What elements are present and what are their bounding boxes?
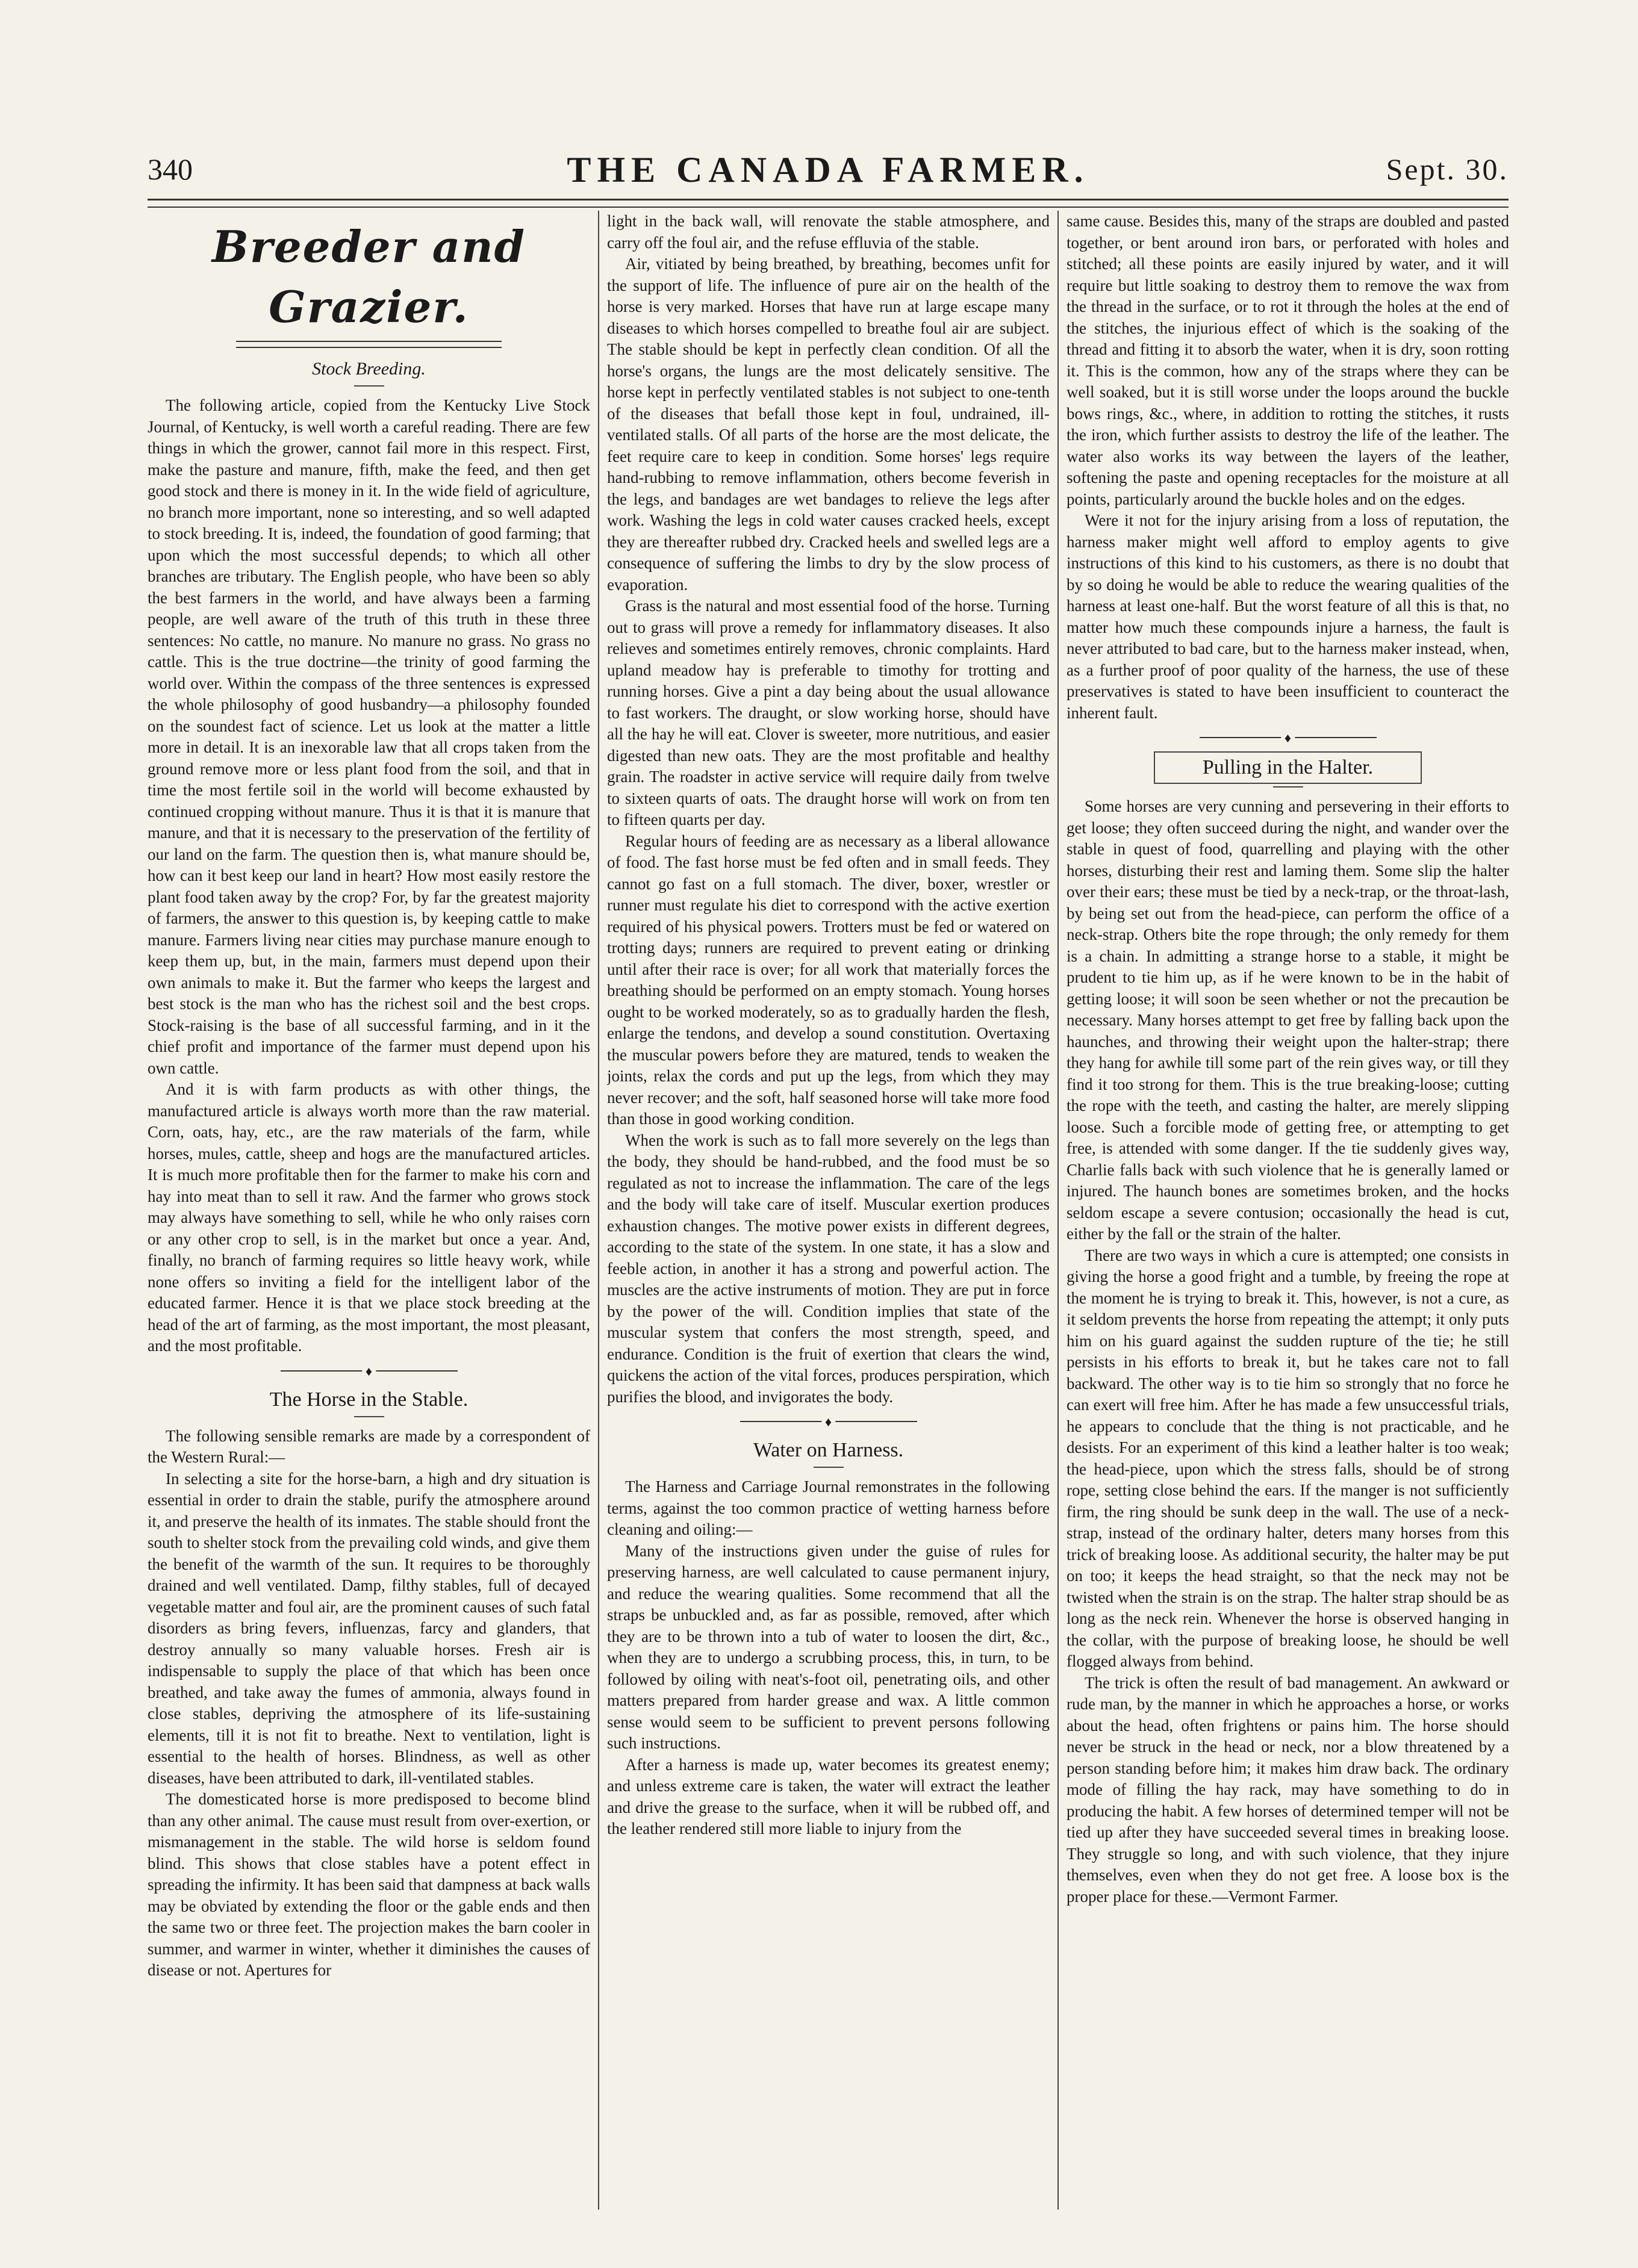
paragraph: After a harness is made up, water becomes its greatest enemy; and unless extreme care is taken, the water will extract the leather and drive the grease to the surface, when it will be rubbed off, and the leather rendered still more liable to injury from the — [607, 1755, 1050, 1838]
paragraph: same cause. Besides this, many of the straps are doubled and pasted together, or bent around iron bars, or perforated with holes and stitched; all these points are easily injured by water, and it will require but little soaking to destroy them to remove the wax from the thread in the surface, or to rot it through the holes at the end of the stitches, the injurious effect of which is the soaking of the thread and fitting it to absorb the water, when it is dry, soon rotting it. This is the common, how any of the straps where they can be well soaked, but it is still worse under the loops around the buckle bows rings, &c., where, in addition to rotting the stitches, it rusts the iron, which further assists to destroy the life of the leather. The water also works its way between the layers of the leather, softening the paste and opening receptacles for the moisture at all points, particularly around the buckle holes and on the edges. — [1067, 212, 1509, 508]
paragraph: light in the back wall, will renovate the stable atmosphere, and carry off the foul air, and the refuse effluvia of the stable. — [607, 212, 1050, 252]
paragraph: And it is with farm products as with other things, the manufactured article is always worth more than the raw material. Corn, oats, hay, etc., are the raw materials of the farm, while horses, mules, cattle, sheep and hogs are the manufactured articles. It is much more profitable then for the farmer to make his corn and hay into meat than to sell it raw. And the farmer who grows stock may always have something to sell, while he who only raises corn or any other crop to sell, is in the market but once a year. And, finally, no branch of farming requires so little heavy work, while none offers so inviting a field for the intelligent labor of the educated farmer. Hence it is that we place stock breeding at the head of the art of farming, as the most important, the most pleasant, and the most profitable. — [148, 1080, 590, 1355]
column-1 — [148, 211, 590, 2210]
paragraph: The domesticated horse is more predisposed to become blind than any other animal. The cause must result from over-exertion, or mismanagement in the stable. The wild horse is seldom found blind. This shows that close stables have a potent effect in spreading the infirmity. It has been said that dampness at back walls may be obviated by extending the floor or the gable ends and then the same two or three feet. The projection makes the barn cooler in summer, and warmer in winter, whether it diminishes the causes of disease or not. Apertures for — [148, 1790, 590, 1979]
column-rule — [598, 211, 599, 2210]
page-number: 340 — [148, 152, 193, 186]
paragraph: There are two ways in which a cure is attempted; one consists in giving the horse a good fright and a tumble, by freeing the rope at the moment he is trying to break it. This, however, is not a cure, as it seldom prevents the horse from repeating the attempt; it only puts him on his guard against the sudden rupture of the tie; he still persists in his efforts to break it, but he takes care not to fall backward. The other way is to tie him so strongly that no force he can exert will free him. After he has made a few unsuccessful trials, he appears to conclude that the thing is not practicable, and he desists. For an experiment of this kind a leather halter is too weak; the head-piece, upon which the stress falls, should be of strong rope, setting close behind the ears. If the manger is not sufficiently firm, the ring should be sunk deep in the wall. The use of a neck-strap, instead of the ordinary halter, deters many horses from this trick of breaking loose. As additional security, the halter may be put on too; it keeps the head straight, so that the neck may not be twisted when the strain is on the strap. The halter strap should be as long as the neck rein. Whenever the horse is observed hanging in the collar, with the purpose of breaking loose, he should be well flogged always from behind. — [1067, 1246, 1509, 1670]
paragraph: Some horses are very cunning and persevering in their efforts to get loose; they often succeed during the night, and wander over the stable in quest of food, quarrelling and playing with the other horses, disturbing their rest and laming them. Some slip the halter over their ears; these must be tied by a neck-trap, or the throat-lash, by being set out from the head-piece, can perform the office of a neck-strap. Others bite the rope through; the only remedy for them is a chain. In admitting a strange horse to a stable, it might be prudent to tie him up, as if he were known to be in the habit of getting loose; it will soon be seen whether or not the precaution be necessary. Many horses attempt to get free by falling back upon the haunches, and throwing their weight upon the halter-strap; there they hang for awhile till some part of the rein gives way, or till they find it too strong for them. This is the true breaking-loose; cutting the rope with the teeth, and casting the halter, are merely slipping loose. Such a forcible mode of getting free, or attempting to get free, is attended with some danger. If the tie suddenly gives way, Charlie falls back with such violence that he is generally lamed or injured. The haunch bones are sometimes broken, and the hocks seldom escape a severe contusion; occasionally the head is cut, either by the fall or the strain of the halter. — [1067, 797, 1509, 1243]
article-title-horse-stable: The Horse in the Stable. — [269, 1388, 469, 1411]
masthead-rule — [148, 199, 1509, 208]
divider — [354, 385, 384, 387]
column-rule — [1057, 211, 1059, 2210]
column-3 — [1067, 211, 1509, 2210]
article-separator — [1200, 737, 1377, 738]
divider — [814, 1467, 844, 1468]
page-columns — [148, 211, 1509, 2210]
paragraph: The trick is often the result of bad management. An awkward or rude man, by the manner in which he approaches a horse, or works about the head, often frightens or pains him. The horse should never be struck in the head or neck, nor a blow threatened by a person standing before him; it makes him draw back. The ordinary mode of filling the hay rack, may have something to do in producing the habit. A few horses of determined temper will not be tied up after they have succeeded several times in breaking loose. They struggle so long, and with such violence, that they injure themselves, even when they do not get free. A loose box is the proper place for these.—Vermont Farmer. — [1067, 1673, 1509, 1906]
ornamental-rule — [236, 341, 502, 348]
divider — [354, 1416, 384, 1417]
paragraph: Were it not for the injury arising from a loss of reputation, the harness maker might well afford to employ agents to give instructions of this kind to his customers, as there is no doubt that by so doing he would be able to reduce the wearing qualities of the harness at least one-half. But the worst feature of all this is that, no matter how much these compounds injure a harness, the fault is never attributed to bad care, but to the harness maker instead, when, as a further proof of poor quality of the harness, the use of these preservatives is stated to have been insufficient to counteract the inherent fault. — [1067, 511, 1509, 722]
paragraph: Regular hours of feeding are as necessary as a liberal allowance of food. The fast horse must be fed often and in small feeds. They cannot go fast on a full stomach. The diver, boxer, wrestler or runner must regulate his diet to correspond with the active exertion required of his physical powers. Trotters must be fed or watered on trotting days; runners are required to prevent eating or drinking until after their race is over; for all work that materially forces the breathing should be performed on an empty stomach. Young horses ought to be worked moderately, so as to gradually harden the flesh, enlarge the tendons, and develop a sound constitution. Overtaxing the muscular powers before they are matured, tends to weaken the joints, relax the cords and put up the legs, from which they may never recover; and the soft, half seasoned horse will take more food than those in good working condition. — [607, 831, 1050, 1128]
paragraph: Many of the instructions given under the guise of rules for preserving harness, are well calculated to cause permanent injury, and reduce the wearing qualities. Some recommend that all the straps be unbuckled and, as far as possible, removed, after which they are to be thrown into a tub of water to loosen the dirt, &c., when they are to undergo a scrubbing process, this, in turn, to be followed by oiling with neat's-foot oil, penetrating oils, and other matters prepared from harder grease and wax. A little common sense would seem to be sufficient to prevent persons following such instructions. — [607, 1541, 1050, 1752]
article-title-halter: Pulling in the Halter. — [1154, 751, 1422, 784]
column-2 — [607, 211, 1050, 2210]
paragraph: The following article, copied from the Kentucky Live Stock Journal, of Kentucky, is well worth a careful reading. There are few things in which the grower, cannot fail more in this respect. First, make the pasture and manure, fifth, make the feed, and then get good stock and there is money in it. In the wide field of agriculture, no branch more important, none so interesting, and so well adapted to stock breeding. It is, indeed, the foundation of good farming; that upon which the most successful depends; to which all other branches are tributary. The English people, who have been so ably the best farmers in the world, and have always been a farming people, are well aware of the truth of this truth in these three sentences: No cattle, no manure. No manure no grass. No grass no cattle. This is the true doctrine—the trinity of good farming the world over. Within the compass of the three sentences is expressed the whole philosophy of good husbandry—a philosophy founded on the soundest fact of science. Let us look at the matter a little more in detail. It is an inexorable law that all crops taken from the ground remove more or less plant food from the soil, and that in time the most fertile soil in the world will become exhausted by continued cropping without manure. Thus it is that it is manure that manure, and that it is necessary to the preservation of the fertility of our land on the farm. The question then is, what manure should be, how can it best keep our land in heart? How most easily restore the plant food taken away by the crop? For, by far the greatest majority of farmers, the answer to this question is, by keeping cattle to make manure. Farmers living near cities may purchase manure enough to keep them up, but, in the main, farmers must depend upon their own animals to make it. But the farmer who keeps the largest and best stock is the man who has the richest soil and the best crops. Stock-raising is the base of all successful farming, and in it the chief profit and importance of the farmer must depend upon his own cattle. — [148, 396, 590, 1077]
newspaper-title: THE CANADA FARMER. — [567, 150, 1089, 190]
masthead — [148, 144, 1509, 193]
issue-date: Sept. 30. — [1386, 152, 1509, 186]
article-title-water-harness: Water on Harness. — [753, 1439, 904, 1461]
article-title-stock-breeding: Stock Breeding. — [312, 359, 426, 379]
paragraph: Grass is the natural and most essential food of the horse. Turning out to grass will prove a remedy for inflammatory diseases. It also relieves and sometimes entirely removes, chronic complaints. Hard upland meadow hay is preferable to timothy for trotting and running horses. Give a pint a day being about the usual allowance to fast workers. The draught, or slow working horse, should have all the hay he will eat. Clover is sweeter, more nutritious, and easier digested than new oats. They are the most profitable and healthy grain. The roadster in active service will require daily from twelve to sixteen quarts of oats. The draught horse will work on from ten to fifteen quarts per day. — [607, 597, 1050, 828]
divider — [1273, 786, 1303, 788]
department-heading: Breeder and Grazier. — [212, 221, 526, 332]
article-separator — [740, 1421, 917, 1422]
paragraph: Air, vitiated by being breathed, by breathing, becomes unfit for the support of life. The influence of pure air on the health of the horse is very marked. Horses that have run at large escape many diseases to which horses compelled to breathe foul air are subject. The stable should be kept in perfectly clean condition. Of all the horse's organs, the lungs are the most delicately sensitive. The horse kept in perfectly ventilated stables is not subject to one-tenth of the diseases that befall those kept in foul, undrained, ill-ventilated stalls. Of all parts of the horse are the most delicate, the feet require care to keep in condition. Some horses' legs require hand-rubbing to remove inflammation, others become feverish in the legs, and bandages are wet bandages to relieve the legs after work. Washing the legs in cold water causes cracked heels, except they are thereafter rubbed dry. Cracked heels and swelled legs are a consequence of suffering the limbs to dry by the slow process of evaporation. — [607, 255, 1050, 594]
article-intro: The Harness and Carriage Journal remonstrates in the following terms, against the too common practice of wetting harness before cleaning and oiling:— — [607, 1477, 1050, 1538]
article-intro: The following sensible remarks are made by a correspondent of the Western Rural:— — [148, 1426, 590, 1466]
article-separator — [281, 1370, 458, 1372]
paragraph: When the work is such as to fall more severely on the legs than the body, they should be hand-rubbed, and the food must be so regulated as not to increase the inflammation. The care of the legs and the body will take care of itself. Muscular exertion produces exhaustion changes. The motive power exists in different degrees, according to the state of the system. In one state, it has a slow and feeble action, in another it has a strong and powerful action. The muscles are the active instruments of motion. They are put in force by the power of the will. Condition implies that state of the muscular system that confers the most strength, speed, and endurance. Condition is the fruit of exertion that clears the wind, quickens the action of the vital forces, produces perspiration, which purifies the blood, and invigorates the body. — [607, 1131, 1050, 1406]
paragraph: In selecting a site for the horse-barn, a high and dry situation is essential in order to drain the stable, purify the atmosphere around it, and preserve the health of its inmates. The stable should front the south to shelter stock from the prevailing cold winds, and give them the benefit of the warmth of the sun. It requires to be thoroughly drained and well ventilated. Damp, filthy stables, full of decayed vegetable matter and foul air, are the prominent causes of such fatal disorders as bring fevers, influenzas, farcy and glanders, that destroy annually so many valuable horses. Fresh air is indispensable to supply the place of that which has been once breathed, and take away the fumes of ammonia, always found in close stables, depriving the atmosphere of its life-sustaining elements, till it is not fit to breathe. Next to ventilation, light is essential to the health of horses. Blindness, as well as other diseases, have been attributed to dark, ill-ventilated stables. — [148, 1469, 590, 1787]
